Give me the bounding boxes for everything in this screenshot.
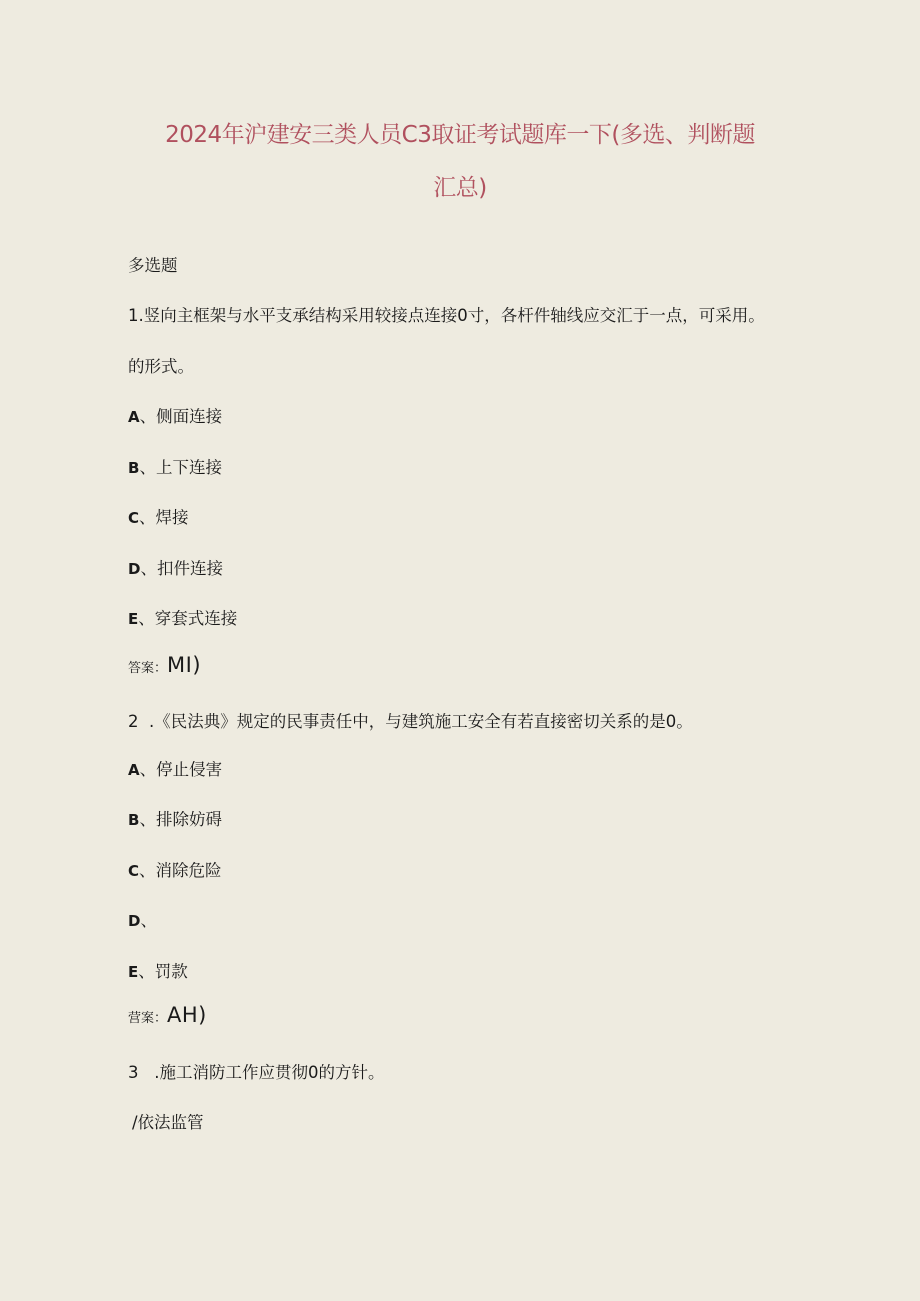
question-1-option-e [128,605,237,629]
question-1-stem-continued: 的形式。 [128,357,194,376]
option-text: 、罚款 [138,962,188,981]
question-1-stem: 1.竖向主框架与水平支承结构采用较接点连接0寸，各杆件轴线应交汇于一点，可采用。 [128,306,765,325]
section-heading: 多选题 [128,256,178,275]
option-letter: E [128,610,139,628]
option-text: 、停止侵害 [139,760,223,779]
option-text: 、穿套式连接 [138,609,238,628]
option-letter: B [128,811,140,829]
option-text: 、焊接 [139,508,189,527]
option-letter: A [128,408,140,426]
answer-label: 答案： [128,661,168,676]
option-text: 、侧面连接 [139,407,223,426]
question-2-option-a [128,756,222,780]
option-letter: D [128,560,141,578]
question-2-option-d [128,907,157,931]
option-letter: D [128,912,141,930]
option-text: 、扣件连接 [140,559,223,578]
option-letter: E [128,963,139,981]
question-1-answer [128,653,201,677]
option-letter: C [128,862,140,880]
option-letter: C [128,509,140,527]
question-2-stem: 2 .《民法典》规定的民事责任中，与建筑施工安全有若直接密切关系的是0。 [128,712,693,731]
option-text: /依法监管 [132,1113,204,1132]
question-1-option-d [128,555,223,579]
question-2-option-c [128,857,222,881]
option-letter: A [128,761,140,779]
document-title-line-1: 2024年沪建安三类人员C3取证考试题库一下(多选、判断题 [165,122,755,148]
document-title-line-2: 汇总) [433,175,487,201]
question-1-option-a [128,403,222,427]
question-3-stem: 3 .施工消防工作应贯彻0的方针。 [128,1063,385,1082]
option-text: 、排除妨碍 [139,810,222,829]
option-text: 、上下连接 [139,458,222,477]
question-2-answer [128,1003,207,1027]
option-text: 、消除危险 [139,861,222,880]
answer-value: AH) [167,1003,207,1027]
question-1-option-b [128,454,222,478]
question-2-option-b [128,806,222,830]
question-1-option-c [128,504,189,528]
question-3-option-a [132,1109,204,1133]
answer-value: MI) [167,653,202,677]
option-text: 、 [140,911,157,930]
option-letter: B [128,459,140,477]
question-2-option-e [128,958,188,982]
answer-label: 营案： [128,1011,168,1026]
